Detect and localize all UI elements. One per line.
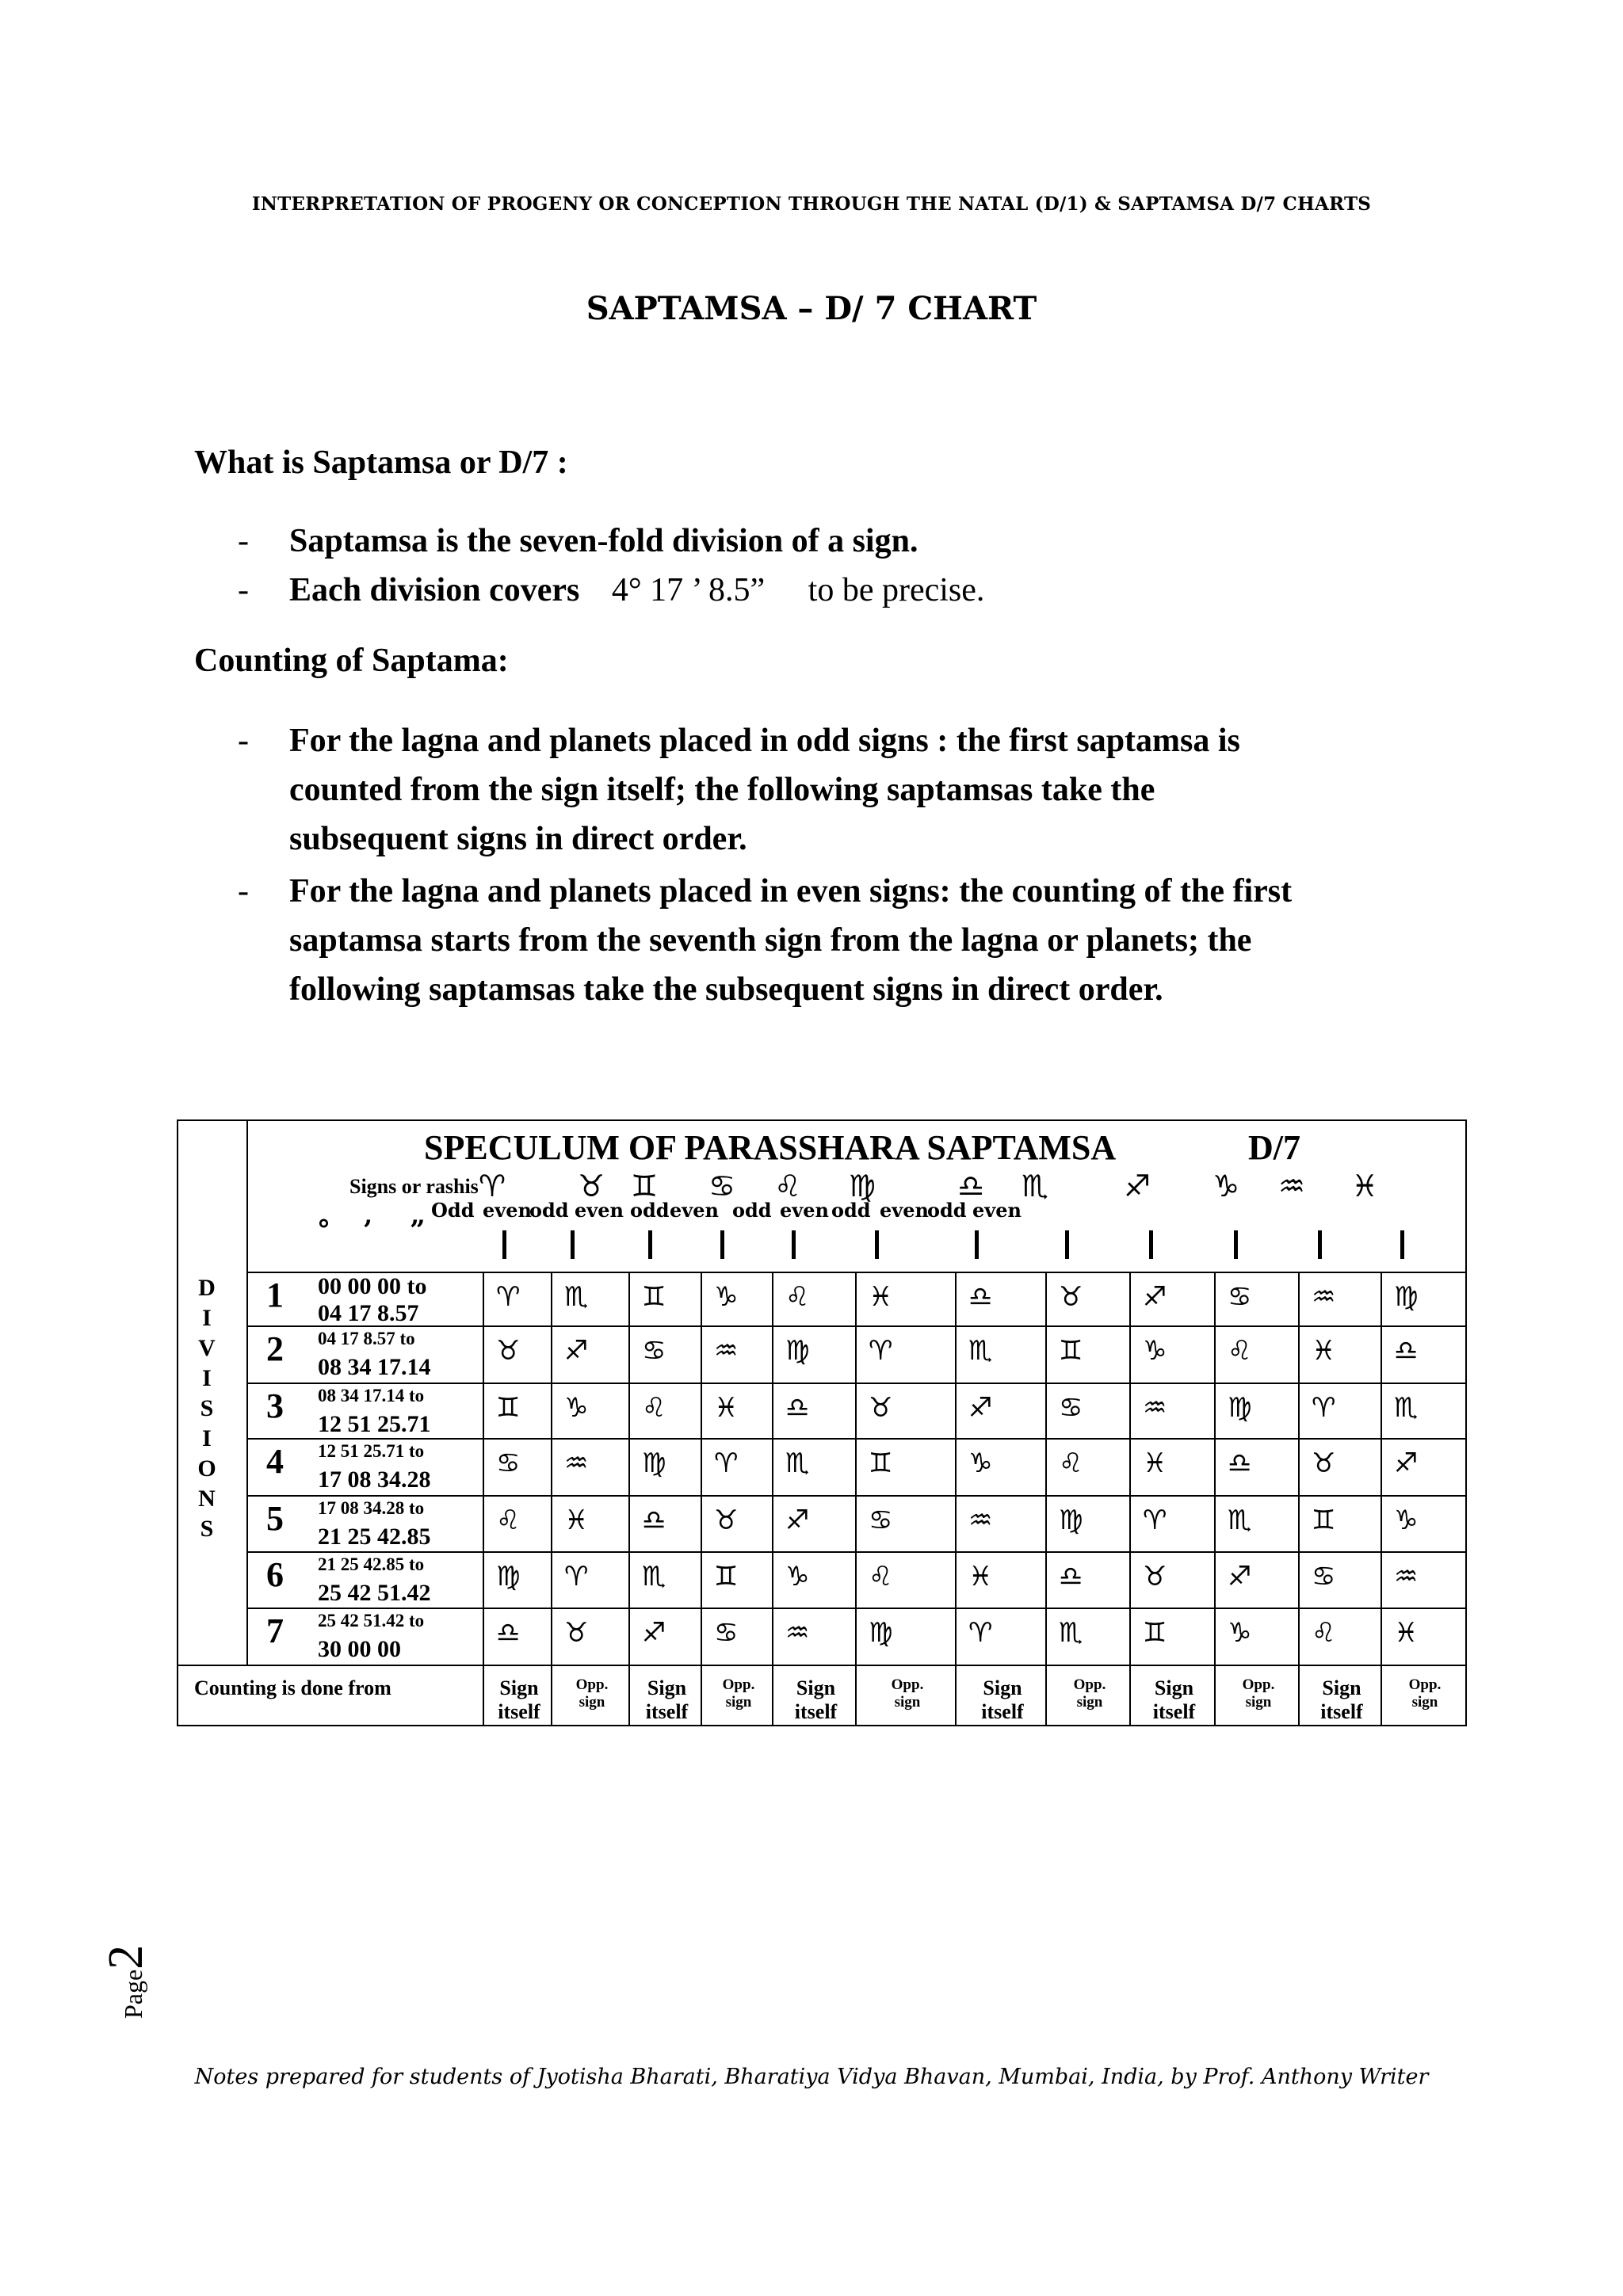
footer-line: sign — [579, 1694, 605, 1711]
footer-line: Sign — [983, 1676, 1022, 1699]
table-divider — [1381, 1272, 1382, 1726]
divisions-letter: S — [200, 1395, 214, 1421]
bullet-line: following saptamsas take the subsequent signs in direct order. — [289, 971, 1163, 1008]
sign-cell: ♒ — [1143, 1392, 1167, 1424]
sign-cell: ♉ — [496, 1335, 521, 1367]
column-marker — [502, 1230, 506, 1259]
column-marker — [792, 1230, 796, 1259]
division-number: 7 — [266, 1611, 284, 1650]
sign-cell: ♋ — [496, 1447, 521, 1479]
footer-line: itself — [645, 1700, 689, 1723]
bullet-line: subsequent signs in direct order. — [289, 821, 747, 857]
divisions-label — [191, 1273, 223, 1544]
division-number: 1 — [266, 1276, 284, 1314]
sign-cell: ♎ — [968, 1281, 993, 1313]
column-marker — [875, 1230, 879, 1259]
sign-cell: ♓ — [869, 1281, 893, 1313]
sign-cell: ♌ — [642, 1392, 666, 1424]
footer-opp-sign — [1383, 1676, 1467, 1711]
sign-cell: ♈ — [869, 1335, 893, 1367]
table-divider — [628, 1272, 630, 1726]
division-number: 6 — [266, 1555, 284, 1594]
footer-line: Opp. — [1408, 1676, 1442, 1693]
range-to: 21 25 42.85 — [318, 1524, 431, 1550]
table-divider — [246, 1495, 1467, 1497]
bullet-text: Each division covers — [289, 572, 580, 608]
sign-cell: ♑ — [564, 1392, 589, 1424]
sign-cell: ♋ — [1228, 1281, 1252, 1313]
range-from: 08 34 17.14 to — [318, 1386, 425, 1405]
sign-cell: ♌ — [496, 1505, 521, 1536]
table-divider — [246, 1121, 248, 1665]
table-divider — [246, 1325, 1467, 1327]
sign-cell: ♒ — [564, 1447, 589, 1479]
footer-line: Sign — [1154, 1676, 1194, 1699]
sign-cell: ♒ — [714, 1335, 739, 1367]
range-to: 17 08 34.28 — [318, 1466, 431, 1493]
sign-cell: ♓ — [714, 1392, 739, 1424]
column-marker — [648, 1230, 652, 1259]
sign-cell: ♉ — [564, 1617, 589, 1649]
footer-line: sign — [725, 1694, 752, 1711]
odd-even-label: even — [670, 1199, 719, 1222]
sign-cell: ♋ — [714, 1617, 739, 1649]
sign-cell: ♏ — [642, 1561, 666, 1592]
sign-cell: ♓ — [564, 1505, 589, 1536]
sign-cell: ♒ — [1394, 1561, 1419, 1592]
sign-cell: ♎ — [1394, 1335, 1419, 1367]
footer-line: sign — [1076, 1694, 1103, 1711]
footer-line: Opp. — [1073, 1676, 1106, 1693]
sign-cell: ♑ — [1228, 1617, 1252, 1649]
sign-cell: ♋ — [1059, 1392, 1083, 1424]
sign-cell: ♈ — [968, 1617, 993, 1649]
divisions-letter: I — [202, 1365, 212, 1391]
header-sign: ♏ — [1022, 1169, 1049, 1203]
sign-cell: ♓ — [1394, 1617, 1419, 1649]
divisions-letter: O — [197, 1455, 216, 1482]
saptamsa-table — [177, 1119, 1467, 1726]
sign-cell: ♍ — [869, 1617, 893, 1649]
bullet-line: For the lagna and planets placed in even signs: the counting of the first — [289, 873, 1293, 910]
division-number: 5 — [266, 1499, 284, 1538]
footer-opp-sign — [857, 1676, 957, 1711]
bullet-item — [238, 716, 1458, 867]
sign-cell: ♌ — [1228, 1335, 1252, 1367]
footer-line: itself — [498, 1700, 540, 1723]
footer-line: Sign — [796, 1676, 836, 1699]
odd-even-label: even — [880, 1199, 929, 1222]
sign-cell: ♍ — [1394, 1281, 1419, 1313]
range-from: 12 51 25.71 to — [318, 1441, 425, 1461]
sign-cell: ♏ — [1228, 1505, 1252, 1536]
table-divider — [855, 1272, 857, 1726]
column-marker — [571, 1230, 575, 1259]
range-from: 04 17 8.57 to — [318, 1329, 415, 1348]
column-marker — [975, 1230, 979, 1259]
footer-sign-itself — [957, 1676, 1048, 1724]
header-sign: ♑ — [1212, 1169, 1240, 1203]
table-divider — [1129, 1272, 1131, 1726]
sign-cell: ♌ — [1312, 1617, 1336, 1649]
table-divider — [246, 1608, 1467, 1609]
table-divider — [246, 1551, 1467, 1553]
footer-sign-itself — [631, 1676, 703, 1724]
range-from: 00 00 00 to — [318, 1273, 427, 1299]
bullet-line: saptamsa starts from the seventh sign from the lagna or planets; the — [289, 922, 1252, 959]
sign-cell: ♉ — [714, 1505, 739, 1536]
bullet-dash: - — [238, 572, 249, 608]
sign-cell: ♑ — [714, 1281, 739, 1313]
divisions-letter: I — [202, 1305, 212, 1331]
header-sign: ♍ — [849, 1169, 876, 1203]
sign-cell: ♓ — [1143, 1447, 1167, 1479]
odd-even-label: even — [483, 1199, 532, 1222]
sign-cell: ♌ — [869, 1561, 893, 1592]
column-marker — [1065, 1230, 1069, 1259]
footer-line: Sign — [499, 1676, 539, 1699]
sign-cell: ♒ — [968, 1505, 993, 1536]
divisions-letter: V — [198, 1335, 216, 1361]
section-heading-counting: Counting of Saptama: — [194, 643, 509, 679]
sign-cell: ♎ — [1059, 1561, 1083, 1592]
table-divider — [246, 1272, 1467, 1273]
page-word: Page — [119, 1969, 147, 2019]
bullet-dash: - — [238, 873, 249, 910]
sign-cell: ♓ — [1312, 1335, 1336, 1367]
odd-even-label: Odd — [431, 1199, 475, 1222]
footer-line: Opp. — [891, 1676, 924, 1693]
sign-cell: ♋ — [1312, 1561, 1336, 1592]
sign-cell: ♉ — [1143, 1561, 1167, 1592]
header-sign: ♎ — [957, 1169, 985, 1203]
sign-cell: ♌ — [1059, 1447, 1083, 1479]
signs-label: Signs or rashis — [349, 1175, 479, 1198]
sign-cell: ♍ — [785, 1335, 810, 1367]
sign-cell: ♋ — [642, 1335, 666, 1367]
sign-cell: ♏ — [1394, 1392, 1419, 1424]
table-divider — [551, 1272, 552, 1726]
sign-cell: ♒ — [1312, 1281, 1336, 1313]
header-sign: ♈ — [479, 1169, 506, 1203]
sign-cell: ♏ — [968, 1335, 993, 1367]
footer-opp-sign — [1216, 1676, 1300, 1711]
column-marker — [1234, 1230, 1238, 1259]
odd-even-label: odd — [732, 1199, 772, 1222]
range-to: 30 00 00 — [318, 1636, 401, 1662]
table-divider — [178, 1665, 1467, 1666]
sign-cell: ♍ — [1228, 1392, 1252, 1424]
sign-cell: ♊ — [1059, 1335, 1083, 1367]
table-divider — [1298, 1272, 1300, 1726]
footer-line: Opp. — [575, 1676, 609, 1693]
second-symbol: ” — [410, 1215, 426, 1246]
division-value: 4° 17 ’ 8.5” — [611, 572, 766, 608]
column-marker — [1149, 1230, 1153, 1259]
table-title-text: SPECULUM OF PARASSHARA SAPTAMSA — [424, 1128, 1117, 1167]
sign-cell: ♎ — [785, 1392, 810, 1424]
range-from: 21 25 42.85 to — [318, 1554, 425, 1574]
table-title — [424, 1127, 1300, 1168]
sign-cell: ♋ — [869, 1505, 893, 1536]
footer-line: sign — [894, 1694, 921, 1711]
divisions-letter: I — [202, 1425, 212, 1451]
sign-cell: ♈ — [564, 1561, 589, 1592]
range-to: 04 17 8.57 — [318, 1300, 419, 1326]
sign-cell: ♎ — [1228, 1447, 1252, 1479]
minute-symbol: ’ — [363, 1215, 372, 1246]
bullet-dash: - — [238, 523, 249, 559]
sign-cell: ♈ — [1312, 1392, 1336, 1424]
sign-cell: ♉ — [869, 1392, 893, 1424]
footer-line: itself — [981, 1700, 1024, 1723]
column-marker — [1400, 1230, 1404, 1259]
sign-cell: ♑ — [785, 1561, 810, 1592]
footer-sign-itself — [774, 1676, 857, 1724]
counting-label: Counting is done from — [194, 1676, 391, 1699]
footer-sign-itself — [1300, 1676, 1383, 1724]
bullet-text: Saptamsa is the seven-fold division of a sign. — [289, 523, 918, 559]
table-divider — [955, 1272, 957, 1726]
footer-line: itself — [1152, 1700, 1196, 1723]
sign-cell: ♈ — [496, 1281, 521, 1313]
footer-line: itself — [1320, 1700, 1363, 1723]
odd-even-label: odd — [529, 1199, 569, 1222]
footer-opp-sign — [1048, 1676, 1132, 1711]
division-number: 2 — [266, 1329, 284, 1368]
sign-cell: ♈ — [1143, 1505, 1167, 1536]
sign-cell: ♎ — [642, 1505, 666, 1536]
footer-line: Opp. — [1242, 1676, 1275, 1693]
section-heading-what-is: What is Saptamsa or D/7 : — [194, 444, 568, 481]
header-sign: ♓ — [1351, 1169, 1379, 1203]
table-divider — [701, 1272, 702, 1726]
header-sign: ♐ — [1124, 1169, 1151, 1203]
sign-cell: ♐ — [1228, 1561, 1252, 1592]
page-number — [79, 1917, 151, 2020]
sign-cell: ♊ — [642, 1281, 666, 1313]
degree-symbol: ° — [317, 1215, 330, 1246]
range-to: 08 34 17.14 — [318, 1354, 431, 1380]
sign-cell: ♏ — [785, 1447, 810, 1479]
table-divider — [772, 1272, 773, 1726]
footer-opp-sign — [553, 1676, 631, 1711]
column-marker — [1318, 1230, 1322, 1259]
footer-line: sign — [1245, 1694, 1272, 1711]
division-number: 4 — [266, 1442, 284, 1481]
page-number-value: 2 — [99, 1944, 153, 1970]
sign-cell: ♍ — [642, 1447, 666, 1479]
sign-cell: ♊ — [714, 1561, 739, 1592]
header-sign: ♒ — [1278, 1169, 1306, 1203]
division-number: 3 — [266, 1386, 284, 1425]
running-header: INTERPRETATION OF PROGENY OR CONCEPTION THROUGH THE NATAL (D/1) & SAPTAMSA D/7 CHARTS — [251, 193, 1372, 215]
table-divider — [1045, 1272, 1047, 1726]
range-from: 25 42 51.42 to — [318, 1611, 425, 1630]
odd-even-label: even — [780, 1199, 829, 1222]
sign-cell: ♐ — [785, 1505, 810, 1536]
sign-cell: ♐ — [1143, 1281, 1167, 1313]
footer-line: sign — [1411, 1694, 1438, 1711]
footer-opp-sign — [703, 1676, 774, 1711]
sign-cell: ♑ — [968, 1447, 993, 1479]
footer-line: Sign — [1322, 1676, 1361, 1699]
table-divider — [246, 1383, 1467, 1384]
header-sign: ♋ — [708, 1169, 736, 1203]
divisions-letter: D — [198, 1275, 216, 1301]
table-divider — [1214, 1272, 1216, 1726]
odd-even-label: odd — [831, 1199, 871, 1222]
header-sign: ♊ — [631, 1169, 659, 1203]
bullet-dash: - — [238, 723, 249, 759]
sign-cell: ♌ — [785, 1281, 810, 1313]
odd-even-label: even — [972, 1199, 1022, 1222]
divisions-letter: S — [200, 1516, 214, 1542]
bullet-line: For the lagna and planets placed in odd signs : the first saptamsa is — [289, 723, 1240, 759]
range-to: 12 51 25.71 — [318, 1411, 431, 1437]
sign-cell: ♐ — [1394, 1447, 1419, 1479]
footer-line: itself — [794, 1700, 838, 1723]
table-title-suffix: D/7 — [1248, 1128, 1300, 1167]
footer-sign-itself — [1132, 1676, 1216, 1724]
sign-cell: ♏ — [564, 1281, 589, 1313]
odd-even-label: even — [575, 1199, 624, 1222]
sign-cell: ♐ — [642, 1617, 666, 1649]
sign-cell: ♊ — [1312, 1505, 1336, 1536]
sign-cell: ♐ — [564, 1335, 589, 1367]
odd-even-label: odd — [630, 1199, 670, 1222]
header-sign: ♌ — [774, 1169, 802, 1203]
sign-cell: ♍ — [1059, 1505, 1083, 1536]
sign-cell: ♒ — [785, 1617, 810, 1649]
sign-cell: ♊ — [1143, 1617, 1167, 1649]
footer-sign-itself — [485, 1676, 553, 1724]
sign-cell: ♑ — [1394, 1505, 1419, 1536]
header-sign: ♉ — [578, 1169, 605, 1203]
bullet-suffix: to be precise. — [808, 572, 985, 608]
footer-line: Sign — [647, 1676, 687, 1699]
page-footer: Notes prepared for students of Jyotisha Bharati, Bharatiya Vidya Bhavan, Mumbai, India, by Prof. Anthony Writer — [194, 2065, 1429, 2089]
range-from: 17 08 34.28 to — [318, 1498, 425, 1518]
sign-cell: ♍ — [496, 1561, 521, 1592]
sign-cell: ♐ — [968, 1392, 993, 1424]
bullet-item — [238, 867, 1458, 1017]
sign-cell: ♊ — [869, 1447, 893, 1479]
odd-even-label: odd — [927, 1199, 967, 1222]
bullet-line: counted from the sign itself; the following saptamsas take the — [289, 772, 1155, 808]
sign-cell: ♉ — [1059, 1281, 1083, 1313]
range-to: 25 42 51.42 — [318, 1580, 431, 1606]
table-divider — [483, 1272, 484, 1726]
divisions-letter: N — [198, 1486, 216, 1512]
table-divider — [246, 1438, 1467, 1440]
sign-cell: ♑ — [1143, 1335, 1167, 1367]
sign-cell: ♉ — [1312, 1447, 1336, 1479]
page-title: SAPTAMSA – D/ 7 CHART — [586, 290, 1037, 327]
column-marker — [720, 1230, 724, 1259]
sign-cell: ♊ — [496, 1392, 521, 1424]
sign-cell: ♎ — [496, 1617, 521, 1649]
sign-cell: ♓ — [968, 1561, 993, 1592]
sign-cell: ♈ — [714, 1447, 739, 1479]
footer-line: Opp. — [722, 1676, 755, 1693]
sign-cell: ♏ — [1059, 1617, 1083, 1649]
